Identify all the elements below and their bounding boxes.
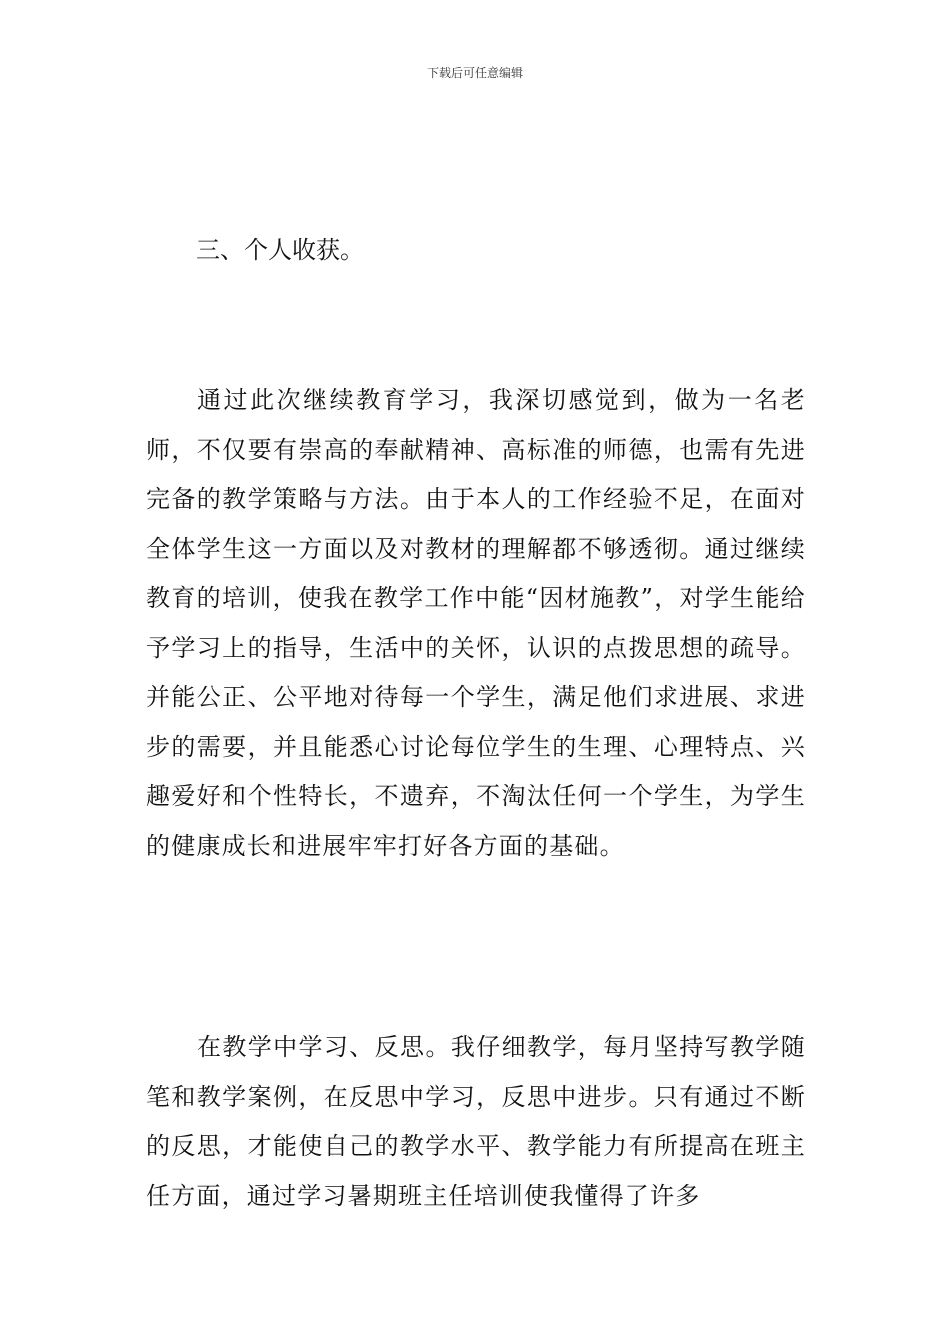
body-paragraph-1: 通过此次继续教育学习，我深切感觉到，做为一名老师，不仅要有崇高的奉献精神、高标准的师德，也需有先进完备的教学策略与方法。由于本人的工作经验不足，在面对全体学生这一方面以及对教材的理解都不够透彻。通过继续教育的培训，使我在教学工作中能“因材施教”，对学生能给予学习上的指导，生活中的关怀，认识的点拨思想的疏导。并能公正、公平地对待每一个学生，满足他们求进展、求进步的需要，并且能悉心讨论每位学生的生理、心理特点、兴趣爱好和个性特长，不遗弃，不淘汰任何一个学生，为学生的健康成长和进展牢牢打好各方面的基础。	[146, 386, 806, 860]
body-paragraph-2: 在教学中学习、反思。我仔细教学，每月坚持写教学随笔和教学案例，在反思中学习，反思中进步。只有通过不断的反思，才能使自己的教学水平、教学能力有所提高在班主任方面，通过学习暑期班主任培训使我懂得了许多	[146, 1033, 806, 1210]
page-header-note: 下载后可任意编辑	[426, 66, 523, 80]
section-heading: 三、个人收获。	[196, 236, 364, 264]
